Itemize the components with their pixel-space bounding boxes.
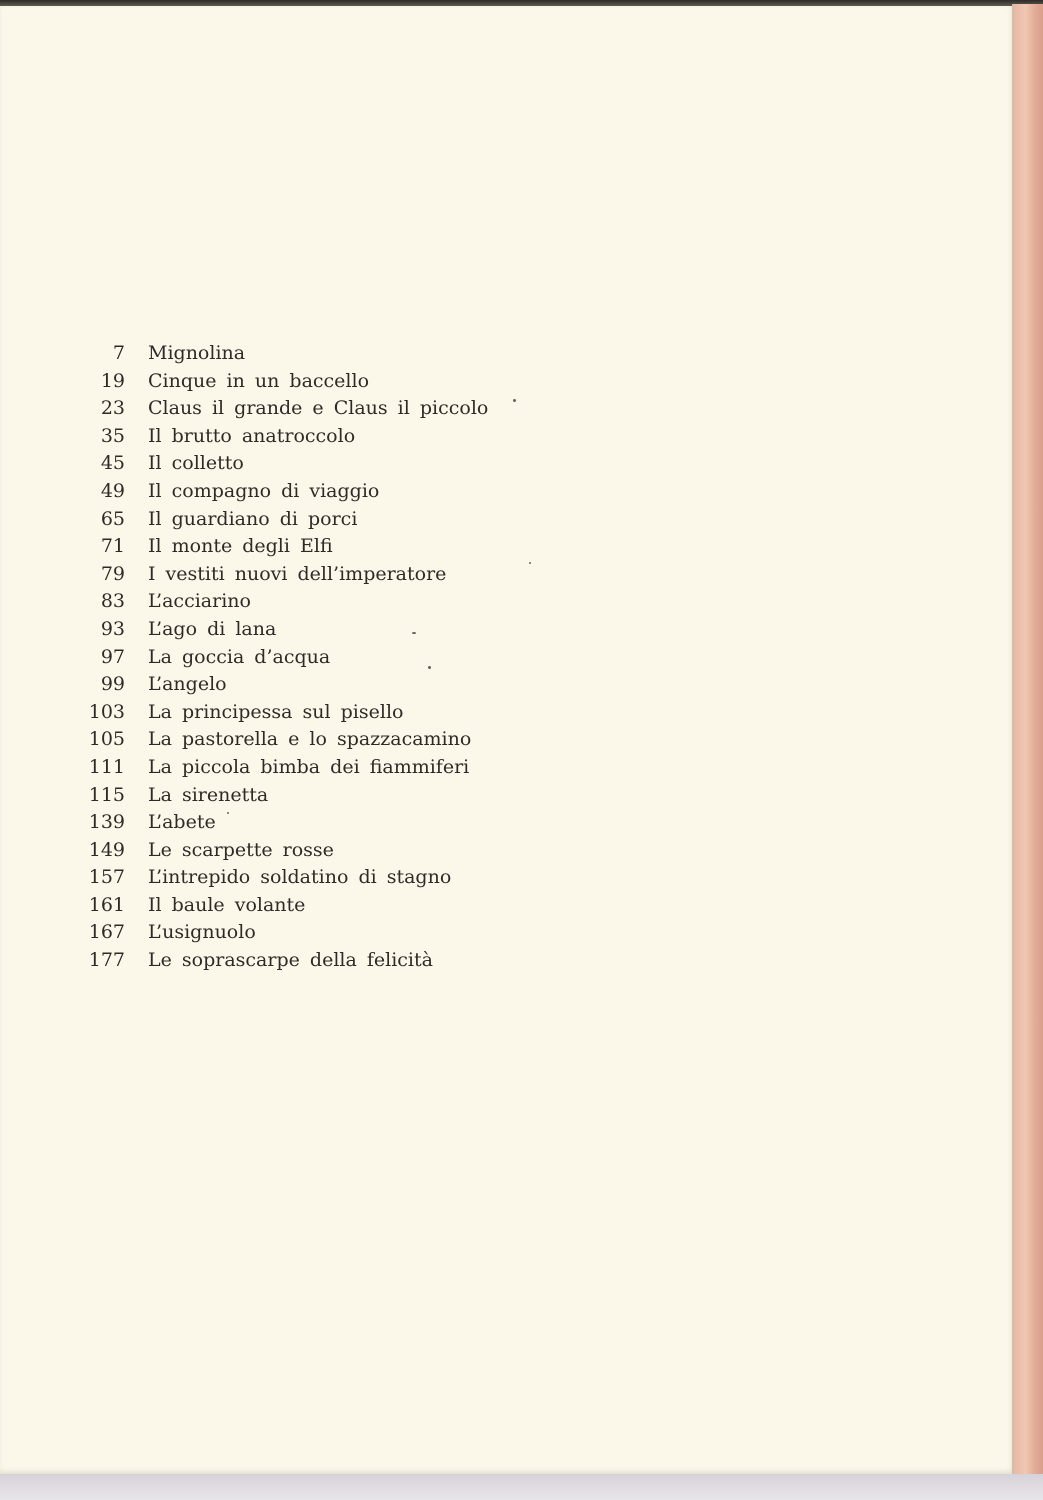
toc-entry [0,450,700,478]
toc-title: I vestiti nuovi dell’imperatore [148,562,447,585]
toc-title: La sirenetta [148,783,269,806]
toc-entry [0,423,700,451]
toc-page-number: 49 [100,479,125,502]
toc-entry [0,588,700,616]
toc-page-number: 7 [112,342,125,364]
toc-title: La piccola bimba dei fiammiferi [148,755,470,778]
toc-page-number: 157 [88,866,125,889]
toc-page-number: 35 [100,424,125,447]
toc-title: Il brutto anatroccolo [148,424,356,447]
toc-title: La pastorella e lo spazzacamino [148,728,472,751]
toc-page-number: 93 [100,617,125,640]
toc-title: L’abete [148,811,216,834]
paper-speck [412,632,416,634]
toc-entry [0,726,700,754]
toc-page-number: 139 [88,811,125,834]
toc-title: Mignolina [148,342,246,364]
toc-entry [0,644,700,672]
toc-page-number: 65 [100,507,125,530]
toc-title: L’angelo [148,673,227,696]
toc-entry [0,561,700,589]
toc-title: L’usignuolo [148,921,256,944]
toc-entry [0,892,700,920]
toc-entry [0,919,700,947]
page-stack-edge [1014,4,1043,1500]
toc-entry [0,782,700,810]
toc-entry [0,395,700,423]
toc-page-number: 45 [100,452,125,475]
toc-entry [0,671,700,699]
toc-title: La goccia d’acqua [148,645,331,668]
toc-title: Le scarpette rosse [148,838,334,861]
table-of-contents [0,340,700,975]
toc-title: La principessa sul pisello [148,700,404,723]
toc-page-number: 161 [88,893,125,916]
toc-entry [0,864,700,892]
toc-entry [0,809,700,837]
toc-page-number: 103 [88,700,125,723]
toc-title: Claus il grande e Claus il piccolo [148,397,489,420]
toc-title: Il compagno di viaggio [148,479,380,502]
toc-entry [0,947,700,975]
toc-entry [0,368,700,396]
toc-title: L’intrepido soldatino di stagno [148,866,452,889]
scan-bottom-band [0,1474,1043,1500]
toc-title: Il colletto [148,452,244,475]
toc-page-number: 79 [100,562,125,585]
paper-speck [227,812,229,814]
paper-speck [529,562,531,564]
toc-page-number: 149 [88,838,125,861]
toc-title: L’acciarino [148,590,251,613]
toc-page-number: 83 [100,590,125,613]
toc-page-number: 111 [88,755,125,778]
toc-entry [0,340,700,368]
toc-entry [0,533,700,561]
toc-title: Le soprascarpe della felicità [148,949,433,972]
toc-title: Il guardiano di porci [148,507,358,530]
toc-title: Il baule volante [148,893,306,916]
toc-page-number: 99 [100,673,125,696]
toc-page-number: 71 [100,535,125,558]
toc-page-number: 105 [88,728,125,751]
paper-speck [428,666,431,669]
toc-entry [0,616,700,644]
toc-title: Cinque in un baccello [148,369,370,392]
toc-page-number: 167 [88,921,125,944]
paper-page [0,6,1014,1474]
toc-title: L’ago di lana [148,617,277,640]
toc-page-number: 97 [100,645,125,668]
toc-entry [0,506,700,534]
paper-speck [513,399,516,402]
toc-page-number: 19 [100,369,125,392]
toc-entry [0,837,700,865]
toc-title: Il monte degli Elfi [148,535,333,558]
toc-entry [0,754,700,782]
toc-page-number: 23 [100,397,125,420]
toc-page-number: 115 [88,783,125,806]
toc-entry [0,478,700,506]
toc-entry [0,699,700,727]
toc-page-number: 177 [88,949,125,972]
